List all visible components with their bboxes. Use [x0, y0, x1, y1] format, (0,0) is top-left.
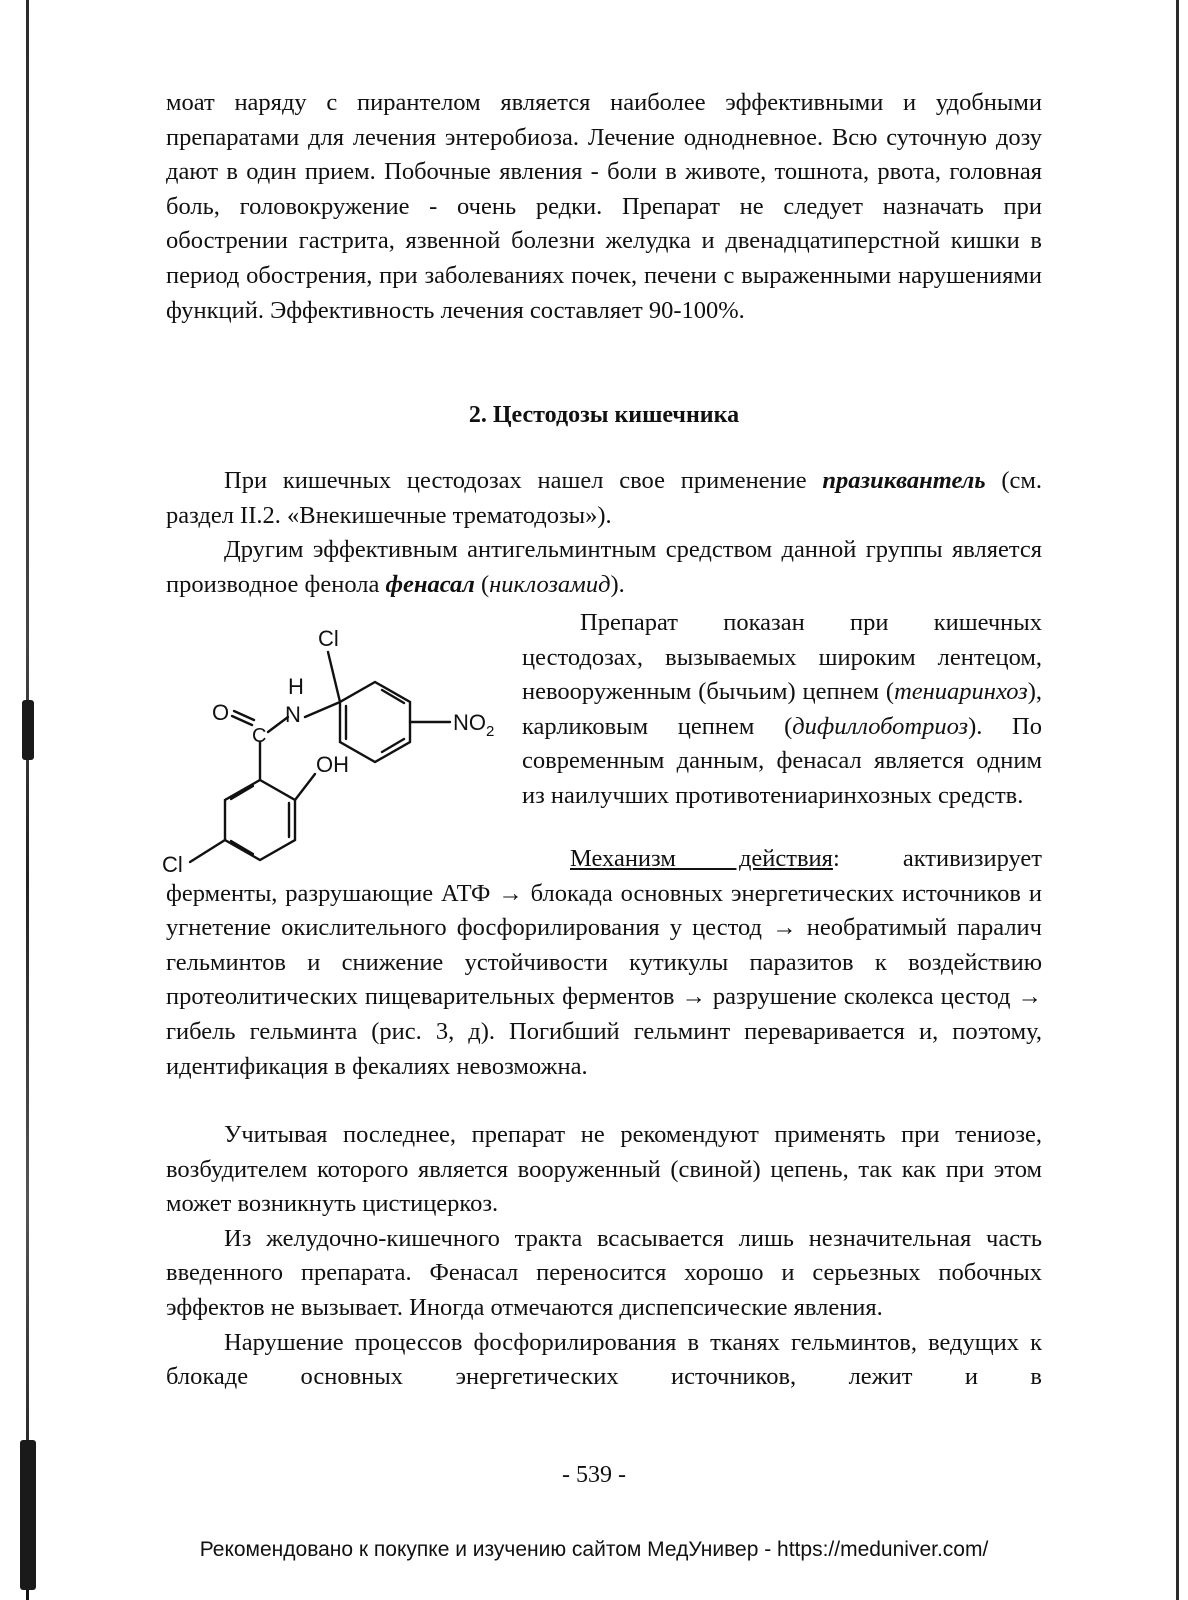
footer-note: Рекомендовано к покупке и изучению сайтом МедУнивер - https://meduniver.com/ — [199, 1538, 989, 1561]
oh-label: OH — [316, 752, 349, 777]
cl-top-label: Cl — [318, 626, 339, 651]
text-run: ), карликовым цепнем ( — [522, 678, 1042, 740]
text-block-bottom — [166, 1118, 1042, 1395]
drug-synonym: никлозамид — [489, 570, 611, 598]
text-run: ). По современным данным, фенасал является одним из наилучших противотениаринхозных средств. — [522, 712, 1043, 809]
text-run: ( — [474, 570, 490, 598]
paragraph-6: Учитывая последнее, препарат не рекомендуют применять при тениозе, возбудителем которого является вооруженный (свиной) цепень, так как при этом может возникнуть цистицеркоз. — [166, 1121, 1042, 1218]
paragraph-2 — [166, 464, 1042, 533]
binding-mark — [22, 700, 34, 760]
text-run: ). — [610, 570, 625, 598]
drug-name: празиквантель — [822, 467, 986, 494]
disease-name: тениаринхоз — [894, 678, 1028, 706]
section-heading: 2. Цестодозы кишечника — [468, 402, 740, 428]
n-label: N — [285, 702, 301, 727]
paragraph-5 — [166, 842, 1042, 1084]
mechanism-text: : активизирует ферменты, разрушающие АТФ → блокада основных энергетических источников и угнетение окислительного фосфорилирования у цестод → необратимый паралич гельминтов и снижение устойчивости кутикулы паразитов к воздействию протеолитических пищеварительных ферментов → разрушение сколекса цестод → гибель гельминта (рис. 3, д). Погибший гельминт переваривается и, поэтому, идентификация в фекалиях невозможна. — [166, 845, 1042, 1080]
paragraph-3 — [166, 533, 1042, 602]
page-number: - 539 - — [562, 1462, 626, 1488]
no2-subscript: 2 — [486, 723, 495, 740]
paragraph-8: Нарушение процессов фосфорилирования в тканях гельминтов, ведущих к блокаде основных энергетических источников, лежит и в — [166, 1328, 1042, 1391]
text-run: При кишечных цестодозах нашел свое применение — [224, 467, 823, 494]
page-edge — [1176, 0, 1179, 1600]
mechanism-label: Механизм действия — [570, 845, 833, 872]
disease-name: дифиллоботриоз — [792, 712, 969, 740]
binding-edge — [26, 0, 29, 1600]
text-run: Препарат показан при кишечных цестодозах, вызываемых широким лентецом, невооруженным (бычьим) цепнем ( — [522, 609, 1042, 706]
paragraph-1: моат наряду с пирантелом является наиболее эффективными и удобными препаратами для лечения энтеробиоза. Лечение однодневное. Всю суточную дозу дают в один прием. Побочные явления - боли в животе, тошнота, рвота, головная боль, головокружение - очень редки. Препарат не следует назначать при обострении гастрита, язвенной болезни желудка и двенадцатиперстной кишки в период обострения, при заболеваниях почек, печени с выраженными нарушениями функций. Эффективность лечения составляет 90-100%. — [166, 89, 1042, 324]
text-run: Другим эффективным антигельминтным средством данной группы является производное фенола — [166, 536, 1042, 598]
text-block-drugs — [166, 464, 1042, 602]
h-label: H — [288, 674, 304, 699]
text-run: (см. раздел II.2. «Внекишечные трематодозы»). — [166, 467, 1042, 529]
paragraph-7: Из желудочно-кишечного тракта всасывается лишь незначительная часть введенного препарата. Фенасал переносится хорошо и серьезных побочных эффектов не вызывает. Иногда отмечаются диспепсические явления. — [166, 1224, 1042, 1321]
no2-main: NO — [453, 710, 486, 735]
paragraph-4 — [522, 606, 1042, 814]
no2-label — [453, 710, 494, 740]
drug-name: фенасал — [385, 570, 475, 598]
text-block-top — [166, 86, 1042, 328]
mechanism-paragraph — [166, 842, 1042, 1084]
cl-bottom-label: Cl — [162, 852, 183, 877]
text-beside-structure — [522, 606, 1042, 814]
c-label: C — [252, 725, 267, 747]
o-label: O — [212, 700, 230, 725]
